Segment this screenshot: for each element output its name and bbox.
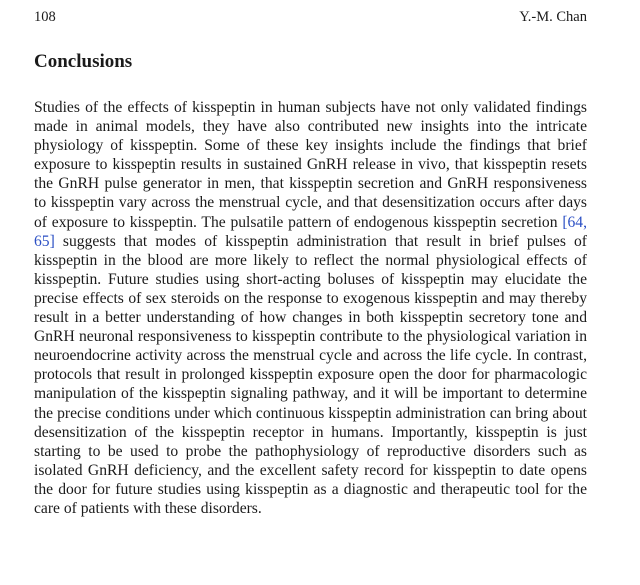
running-head xyxy=(34,7,587,27)
running-head-author: Y.-M. Chan xyxy=(519,9,587,25)
paragraph-text-part-2: suggests that modes of kisspeptin administration that result in brief pulses of kisspeptin in the blood are more likely to reflect the normal physiological effects of kisspeptin. Future studies using short-acting boluses of kisspeptin may elucidate the precise effects of sex steroids on the response to exogenous kisspeptin and may thereby result in a better understanding of how changes in both kisspeptin secretory tone and GnRH neuronal responsiveness to kisspeptin contribute to the physiological variation in neuroendocrine activity across the menstrual cycle and across the life cycle. In contrast, protocols that result in prolonged kisspeptin exposure open the door for pharmacologic manipulation of the kisspeptin signaling pathway, and it will be important to determine the precise conditions under which continuous kisspeptin administration can bring about desensitization of the kisspeptin receptor in humans. Importantly, kisspeptin is just starting to be used to probe the pathophysiology of reproductive disorders such as isolated GnRH deficiency, and the excellent safety record for kisspeptin to date opens the door for future studies using kisspeptin as a diagnostic and therapeutic tool for the care of patients with these disorders. xyxy=(34,232,587,517)
section-heading: Conclusions xyxy=(34,51,133,72)
conclusions-paragraph xyxy=(34,98,587,518)
page-number: 108 xyxy=(34,9,56,25)
paragraph-text-part-1: Studies of the effects of kisspeptin in human subjects have not only validated findings made in animal models, they have also contributed new insights into the intricate physiology of kisspeptin. Some of these key insights include the findings that brief exposure to kisspeptin results in sustained GnRH release in vivo, that kisspeptin resets the GnRH pulse generator in men, that kisspeptin secretion and GnRH responsiveness to kisspeptin vary across the menstrual cycle, and that desensitization occurs after days of exposure to kisspeptin. The pulsatile pattern of endogenous kisspeptin secretion xyxy=(34,99,587,231)
citation-link[interactable]: [64, 65] xyxy=(34,213,587,250)
